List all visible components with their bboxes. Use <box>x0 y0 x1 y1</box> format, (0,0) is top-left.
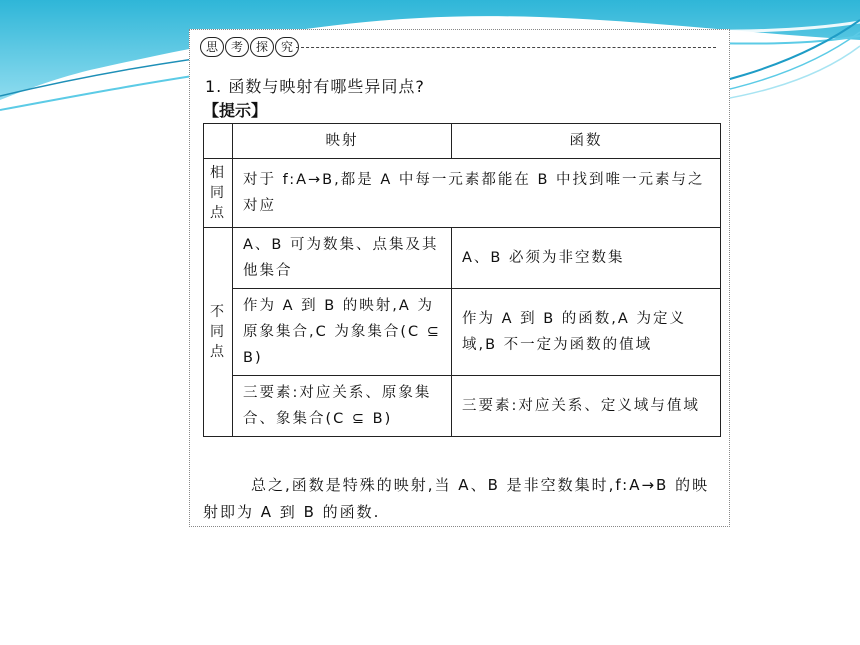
table-cell: 三要素:对应关系、原象集合、象集合(C ⊆ B) <box>233 376 452 437</box>
summary-text: 总之,函数是特殊的映射,当 A、B 是非空数集时,f:A→B 的映射即为 A 到 B 的函数. <box>203 476 710 521</box>
content-card <box>189 29 730 527</box>
table-row <box>204 289 721 376</box>
badge-char: 考 <box>225 37 249 57</box>
table-cell: A、B 可为数集、点集及其他集合 <box>233 228 452 289</box>
table-cell: 对于 f:A→B,都是 A 中每一元素都能在 B 中找到唯一元素与之对应 <box>233 159 721 228</box>
table-header-row <box>204 124 721 159</box>
row-label: 不同点 <box>204 228 233 437</box>
corner-cell <box>204 124 233 159</box>
table-cell: 作为 A 到 B 的函数,A 为定义域,B 不一定为函数的值域 <box>452 289 721 376</box>
column-header: 函数 <box>452 124 721 159</box>
column-header: 映射 <box>233 124 452 159</box>
comparison-table <box>203 123 721 437</box>
table-cell: 作为 A 到 B 的映射,A 为原象集合,C 为象集合(C ⊆ B) <box>233 289 452 376</box>
table-row <box>204 376 721 437</box>
summary-paragraph <box>203 472 721 526</box>
question-text: 1. 函数与映射有哪些异同点? <box>205 77 425 96</box>
badge-char: 探 <box>250 37 274 57</box>
badge-char: 思 <box>200 37 224 57</box>
badge-char: 究 <box>275 37 299 57</box>
hint-label: 【提示】 <box>203 101 268 120</box>
row-label: 相同点 <box>204 159 233 228</box>
section-header <box>200 36 720 58</box>
table-row <box>204 228 721 289</box>
table-row <box>204 159 721 228</box>
table-cell: A、B 必须为非空数集 <box>452 228 721 289</box>
table-cell: 三要素:对应关系、定义域与值域 <box>452 376 721 437</box>
header-divider <box>296 47 716 48</box>
